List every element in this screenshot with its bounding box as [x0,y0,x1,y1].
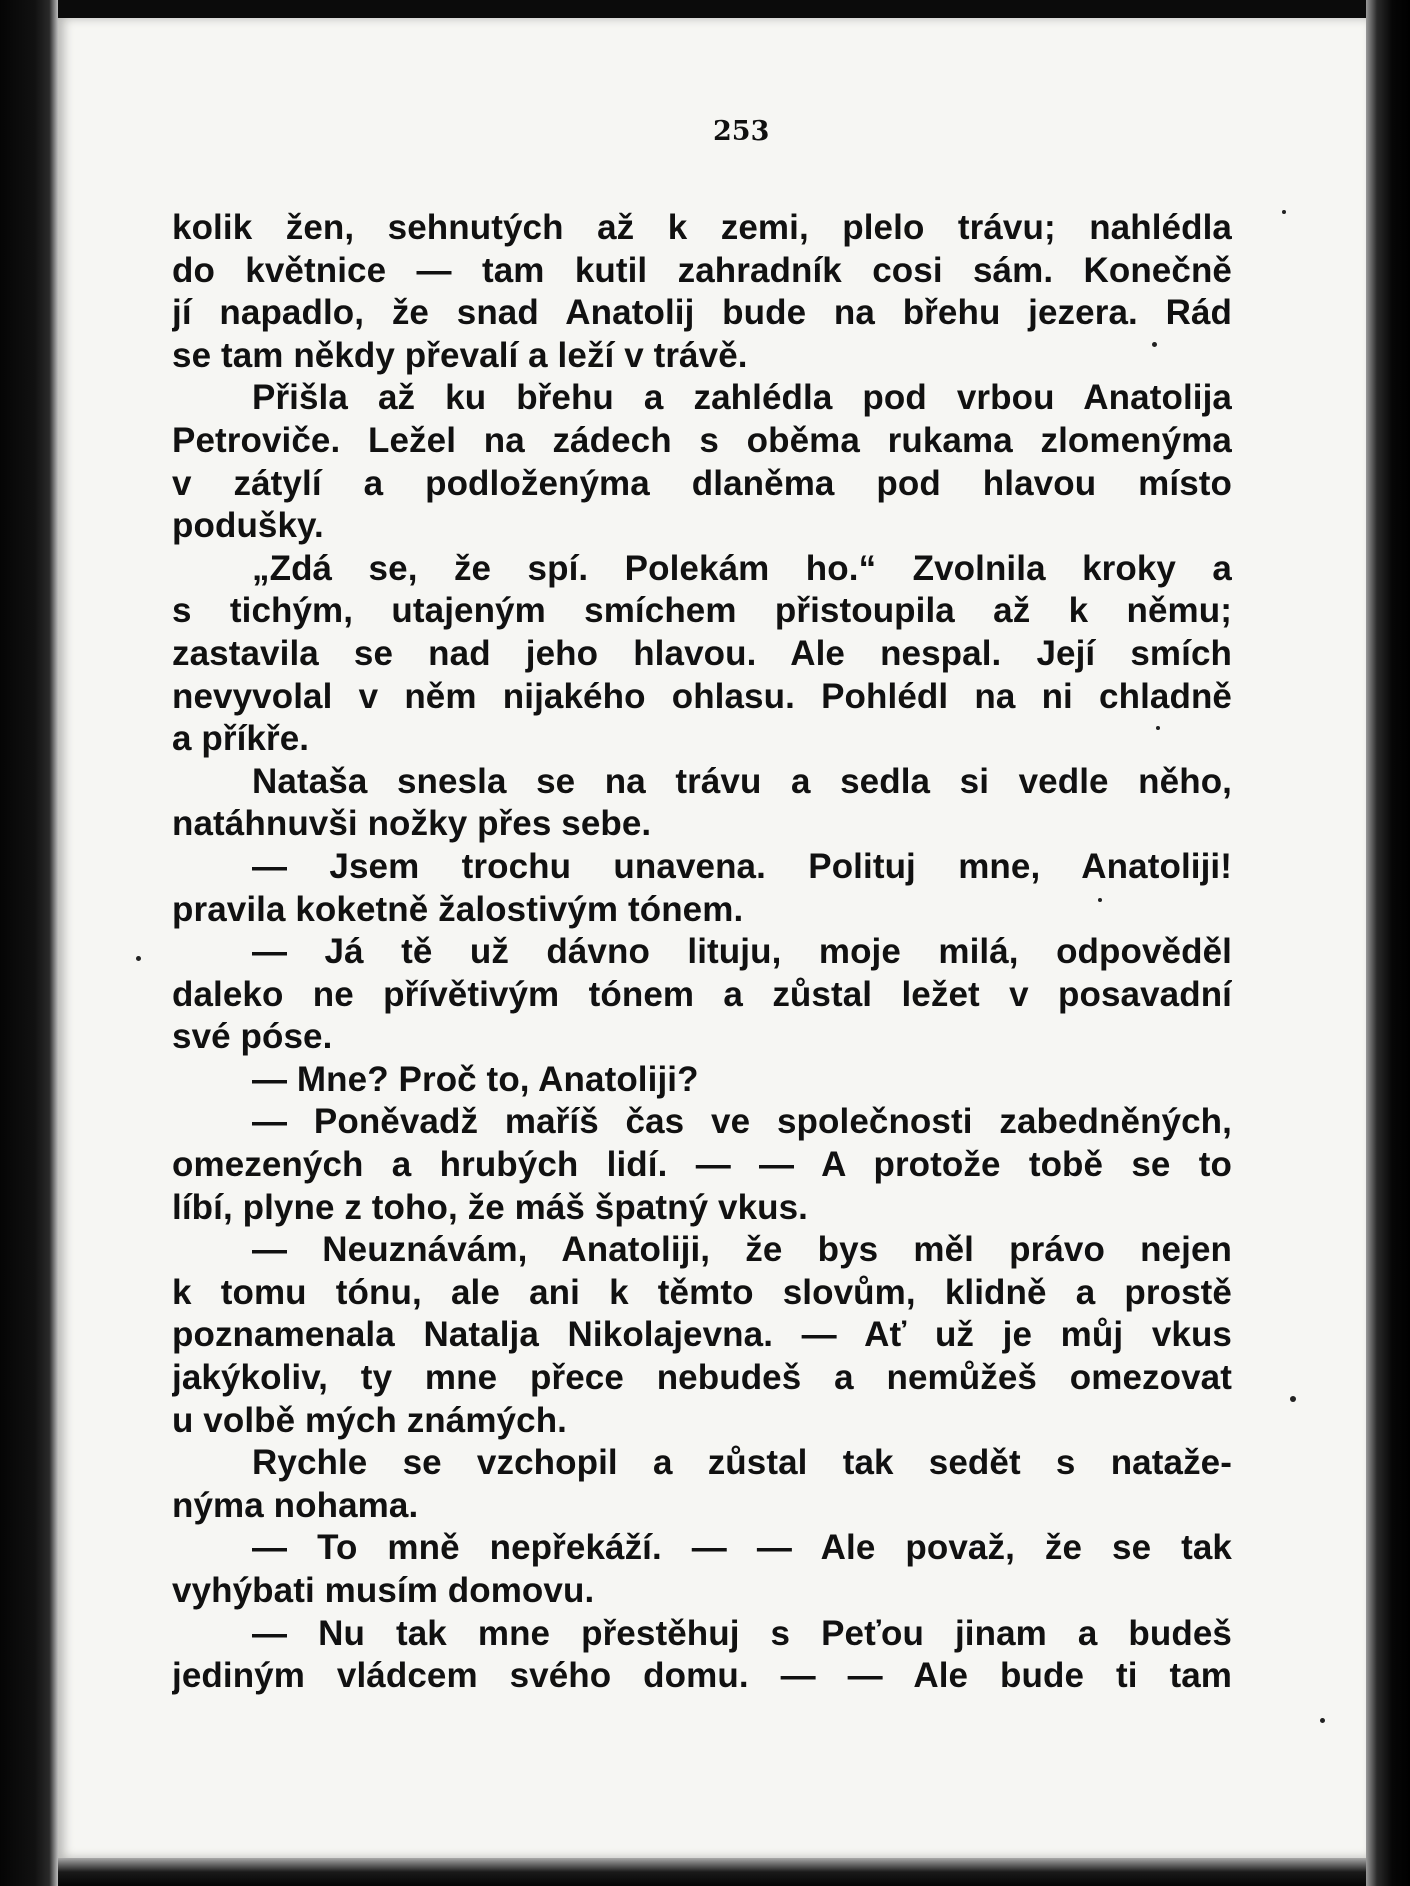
text-line: k tomu tónu, ale ani k těmto slovům, klidně a prostě [172,1272,1232,1312]
text-line: nevyvolal v něm nijakého ohlasu. Pohlédl na ni chladně [172,676,1232,716]
text-line: „Zdá se, že spí. Polekám ho.“ Zvolnila kroky a [252,548,1232,588]
body-text [172,207,1232,1698]
text-line: — Nu tak mne přestěhuj s Peťou jinam a budeš [252,1613,1232,1653]
text-line: líbí, plyne z toho, že máš špatný vkus. [172,1187,809,1227]
text-line: jediným vládcem svého domu. — — Ale bude ti tam [172,1656,1232,1696]
text-line: zastavila se nad jeho hlavou. Ale nespal. Její smích [172,633,1232,673]
text-line: Petroviče. Ležel na zádech s oběma rukama zlomenýma [172,420,1232,460]
text-line: se tam někdy převalí a leží v trávě. [172,335,748,375]
text-line: natáhnuvši nožky přes sebe. [172,804,652,844]
text-line: kolik žen, sehnutých až k zemi, plelo trávu; nahlédla [172,208,1232,247]
scan-edge-left [0,0,58,1886]
text-line: — Poněvadž maříš čas ve společnosti zabedněných, [252,1102,1232,1142]
text-line: — Mne? Proč to, Anatoliji? [252,1059,699,1099]
text-line: vyhýbati musím domovu. [172,1571,595,1610]
text-line: Přišla až ku břehu a zahlédla pod vrbou Anatolija [252,378,1232,418]
text-line: — Jsem trochu unavena. Polituj mne, Anatoliji! [252,846,1232,886]
text-line: nýma nohama. [172,1485,419,1525]
text-line: podušky. [172,506,324,546]
text-line: omezených a hrubých lidí. — — A protože tobě se to [172,1145,1232,1185]
dust-speck [1282,210,1286,214]
text-line: jakýkoliv, ty mne přece nebudeš a nemůžeš omezovat [172,1358,1232,1398]
page-number: 253 [713,116,770,147]
text-line: Nataša snesla se na trávu a sedla si vedle něho, [252,761,1232,801]
text-line: — Já tě už dávno lituju, moje milá, odpověděl [252,932,1232,972]
text-line: pravila koketně žalostivým tónem. [172,889,744,929]
text-line: v zátylí a podloženýma dlaněma pod hlavou místo [172,463,1232,503]
dust-speck [1098,898,1102,902]
scan-edge-bottom [58,1858,1366,1886]
text-line: s tichým, utajeným smíchem přistoupila až k němu; [172,591,1232,631]
book-page [58,18,1366,1858]
text-line: u volbě mých známých. [172,1400,567,1440]
dust-speck [1290,1396,1296,1402]
scan-edge-right [1366,0,1410,1886]
text-line: a příkře. [172,719,310,759]
text-line: své póse. [172,1017,333,1057]
text-line: — Neuznávám, Anatoliji, že bys měl právo nejen [252,1230,1232,1270]
dust-speck [1320,1718,1325,1723]
dust-speck [1156,726,1160,730]
dust-speck [1152,342,1157,347]
text-line: poznamenala Natalja Nikolajevna. — Ať už je můj vkus [172,1315,1232,1355]
text-line: do květnice — tam kutil zahradník cosi sám. Konečně [172,250,1232,290]
text-line: jí napadlo, že snad Anatolij bude na břehu jezera. Rád [172,293,1232,333]
text-line: daleko ne přívětivým tónem a zůstal ležet v posavadní [172,974,1232,1014]
dust-speck [136,956,141,961]
text-line: Rychle se vzchopil a zůstal tak sedět s nataže- [252,1443,1232,1483]
text-line: — To mně nepřekáží. — — Ale považ, že se tak [252,1528,1232,1568]
